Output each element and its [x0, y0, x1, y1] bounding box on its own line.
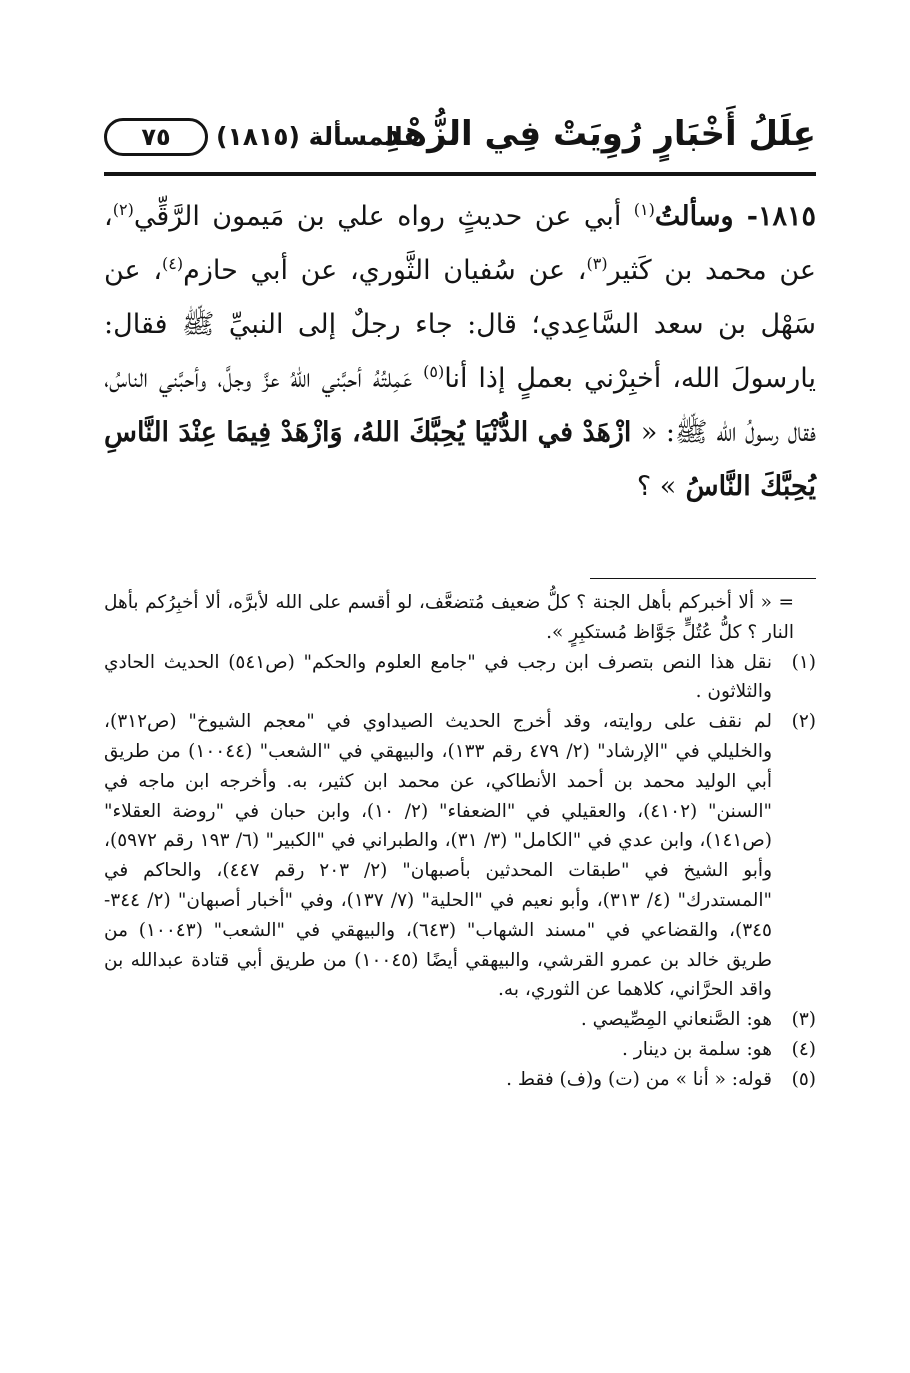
footnote-number: (٥)	[791, 1068, 816, 1090]
footnote-3	[104, 1005, 816, 1035]
header-rule	[104, 172, 816, 176]
footnote-number: (٣)	[791, 1009, 816, 1031]
footnote-number: (١)	[791, 651, 816, 673]
footnote-text: هو: الصَّنعاني المِصِّيصي .	[580, 1009, 772, 1031]
footnote-ref-1: (١)	[633, 200, 655, 219]
footnote-text: نقل هذا النص بتصرف ابن رجب في "جامع العلوم والحكم" (ص٥٤١) الحديث الحادي والثلاثون .	[104, 651, 772, 703]
footnote-ref-3: (٣)	[586, 254, 608, 273]
footnote-text: قوله: « أنا » من (ت) و(ف) فقط .	[506, 1068, 772, 1090]
footnote-5	[104, 1065, 816, 1095]
footnote-continuation	[104, 588, 816, 648]
footnote-text: هو: سلمة بن دينار .	[622, 1038, 772, 1060]
footnotes	[104, 588, 816, 1095]
footnote-ref-4: (٤)	[162, 254, 184, 273]
footnote-4	[104, 1035, 816, 1065]
main-text-segment: » ؟	[636, 471, 677, 502]
footnote-text: = « ألا أخبركم بأهل الجنة ؟ كلُّ ضعيف مُتضعَّف، لو أقسم على الله لأبرَّه، ألا أخبِرُكم بأهل النار ؟ كلُّ عُتُلٍّ جَوَّاظ مُستكبِرٍ ».	[104, 592, 794, 643]
footnote-ref-5: (٥)	[423, 362, 445, 381]
main-text-segment: ، عن سُفيان الثَّوري، عن أبي حازم	[183, 255, 587, 286]
main-text	[104, 190, 816, 514]
footnote-1	[104, 648, 816, 708]
issue-label: المسألة (١٨١٥)	[216, 122, 403, 151]
footnote-2	[104, 707, 816, 1005]
main-text-segment: ، عن سَهْل بن سعد السَّاعِدي؛ قال: جاء رجلٌ إلى النبيِّ ﷺ فقال: يارسولَ الله، أخبِرْني بعملٍ إذا أنا	[104, 255, 816, 394]
page-header	[104, 108, 816, 166]
hadith-paragraph	[104, 190, 816, 514]
footnote-separator	[590, 578, 816, 579]
main-text-segment: ، عن محمد بن كَثير	[104, 201, 816, 286]
hadith-quote: ازْهَدْ في الدُّنْيَا يُحِبَّكَ اللهُ، وَازْهَدْ فِيمَا عِنْدَ النَّاسِ يُحِبَّكَ النَّاسُ	[104, 417, 816, 502]
main-text-segment: أبي عن حديثٍ رواه علي بن مَيمون الرَّقِّي	[133, 201, 634, 232]
footnote-text: لم نقف على روايته، وقد أخرج الحديث الصيداوي في "معجم الشيوخ" (ص٣١٢)، والخليلي في "الإرشاد" (٢/ ٤٧٩ رقم ١٣٣)، والبيهقي في "الشعب" (١٠٠٤٤) من طريق أبي الوليد محمد بن أحمد الأنطاكي، عن محمد ابن كثير، به. وأخرجه ابن ماجه في "السنن" (٤١٠٢)، والعقيلي في "الضعفاء" (٢/ ١٠)، وابن حبان في "روضة العقلاء" (ص١٤١)، وابن عدي في "الكامل" (٣/ ٣١)، والطبراني في "الكبير" (٦/ ١٩٣ رقم ٥٩٧٢)، وأبو الشيخ في "طبقات المحدثين بأصبهان" (٢/ ٢٠٣ رقم ٤٤٧)، والحاكم في "المستدرك" (٤/ ٣١٣)، وأبو نعيم في "الحلية" (٧/ ١٣٧)، وفي "أخبار أصبهان" (٢/ ٣٤٤- ٣٤٥)، والقضاعي في "مسند الشهاب" (٦٤٣)، والبيهقي في "الشعب" (١٠٠٤٣) من طريق خالد بن عمرو القرشي، والبيهقي أيضًا (١٠٠٤٥) من طريق أبي قتادة عبدالله بن واقد الحرَّاني، كلاهما عن الثوري، به.	[104, 711, 773, 1001]
issue-number: ١٨١٥- وسألتُ	[654, 201, 816, 232]
footnote-number: (٤)	[791, 1038, 816, 1060]
running-title: عِلَلُ أَخْبَارٍ رُوِيَتْ فِي الزُّهْدِ	[383, 114, 816, 154]
footnote-ref-2: (٢)	[112, 200, 134, 219]
main-text-segment: عَمِلتُهُ أحبَّني اللهُ عزَّ وجلَّ، وأحبَّني الناسُ، فقال رسولُ الله ﷺ: «	[104, 363, 816, 448]
page-number-badge: ٧٥	[104, 118, 208, 156]
footnote-number: (٢)	[791, 711, 816, 733]
